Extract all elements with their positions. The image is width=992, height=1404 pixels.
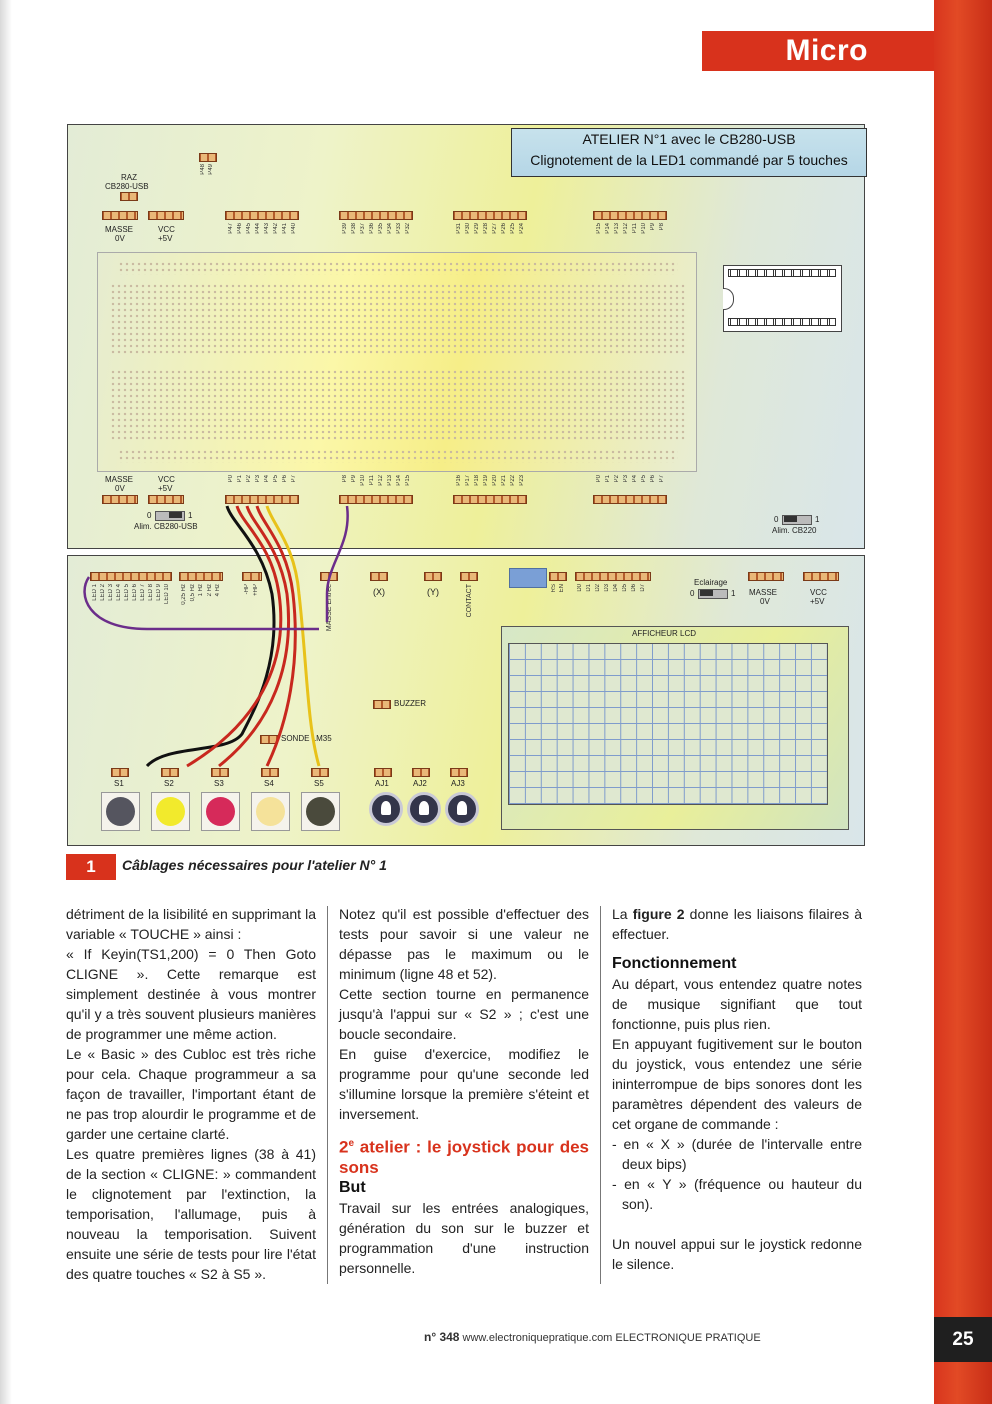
bottom-pin-label: P1 (605, 475, 611, 483)
led-label: LED 3 (108, 584, 114, 601)
bottom-pin-label: P1 (237, 475, 243, 483)
switch-label: S1 (114, 779, 124, 788)
lcd-vcc-label: VCC (810, 588, 827, 597)
footer-url: www.electroniquepratique.com (462, 1332, 613, 1344)
raz-sub-label: CB280-USB (105, 182, 149, 191)
led-label: LED 7 (140, 584, 146, 601)
pot-label: AJ3 (451, 779, 465, 788)
page-footer (424, 1330, 761, 1344)
heading-rest: atelier : le joystick pour des sons (339, 1137, 589, 1177)
pot-label: AJ1 (375, 779, 389, 788)
wires-svg (67, 124, 865, 846)
led-label: LED 4 (116, 584, 122, 601)
wire-red-1 (187, 506, 281, 766)
alim-cb220-off: 0 (774, 515, 779, 524)
top-pin-label: P44 (255, 223, 261, 234)
bottom-pin-label: P9 (351, 475, 357, 483)
bottom-pin-label: P3 (255, 475, 261, 483)
alim-cb220-on: 1 (815, 515, 820, 524)
top-pin-label: P26 (501, 223, 507, 234)
top-pin-label: P30 (465, 223, 471, 234)
lcd-data-label: D4 (613, 584, 619, 592)
lcd-masse-label: MASSE (749, 588, 778, 597)
text-column-1 (66, 904, 316, 1284)
column-separator-2 (600, 906, 601, 1284)
p49-label: P49 (208, 164, 214, 175)
freq-label: 1 Hz (198, 584, 204, 597)
col1-paragraph-4: Les quatre premières lignes (38 à 41) de la section « CLIGNE: » commandent le clignotement par l'extinction, la temporisation, l'allumage, puis à nouveau la temporisation. Suivent ensuite une série de tests pour lire l'état des quatre touches « S2 à S5 ». (66, 1146, 316, 1282)
top-pin-label: P41 (282, 223, 288, 234)
lcd-data-label: D2 (595, 584, 601, 592)
bottom-pin-label: P17 (465, 475, 471, 486)
led-label: LED 9 (156, 584, 162, 601)
col1-paragraph-2: « If Keyin(TS1,200) = 0 Then Goto CLIGNE ». Cette remarque est simplement destinée à vous montrer qu'il y a très souvent plusieurs manières de programmer une même action. (66, 946, 316, 1042)
led-label: LED 2 (100, 584, 106, 601)
lcd-data-label: D5 (622, 584, 628, 592)
lcd-data-label: D3 (604, 584, 610, 592)
wire-purple-1 (327, 506, 348, 622)
lcd-masse-sub: 0V (760, 597, 770, 606)
vcc-sub-bottom: +5V (158, 484, 173, 493)
bottom-pin-label: P19 (483, 475, 489, 486)
col2-paragraph-2: Cette section tourne en permanence jusqu'à l'appui sur « S2 » ; c'est une boucle secondaire. (339, 986, 589, 1042)
vcc-label-top: VCC (158, 225, 175, 234)
col3-paragraph-4: Un nouvel appui sur le joystick redonne le silence. (612, 1236, 862, 1272)
lcd-ctrl-label: RS (551, 584, 557, 593)
led-label: LED 1 (92, 584, 98, 601)
text-column-2 (339, 904, 589, 1278)
figure-caption: Câblages nécessaires pour l'atelier N° 1 (122, 857, 387, 873)
bottom-pin-label: P4 (264, 475, 270, 483)
bottom-pin-label: P2 (246, 475, 252, 483)
page-edge (0, 0, 12, 1404)
lcd-vcc-sub: +5V (810, 597, 825, 606)
bottom-pin-label: P22 (510, 475, 516, 486)
masse-entree-label: MASSE Entrée (326, 584, 333, 632)
top-pin-label: P15 (596, 223, 602, 234)
switch-label: S5 (314, 779, 324, 788)
top-pin-label: P27 (492, 223, 498, 234)
col2-paragraph-1: Notez qu'il est possible d'effectuer des tests pour savoir si une valeur ne dépasse pas le maximum ou le minimum (ligne 48 et 52). (339, 906, 589, 982)
lcd-data-label: D1 (586, 584, 592, 592)
top-pin-label: P39 (342, 223, 348, 234)
bottom-pin-label: P14 (396, 475, 402, 486)
bottom-pin-label: P23 (519, 475, 525, 486)
top-pin-label: P24 (519, 223, 525, 234)
bottom-pin-label: P6 (650, 475, 656, 483)
buzzer-label: BUZZER (394, 699, 426, 708)
raz-label: RAZ (121, 173, 137, 182)
top-pin-label: P28 (483, 223, 489, 234)
section-tab: Micro (702, 31, 934, 71)
wiring-figure (67, 124, 865, 846)
figure-title-line2: Clignotement de la LED1 commandé par 5 touches (530, 152, 848, 168)
bottom-pin-label: P21 (501, 475, 507, 486)
subheading-but: But (339, 1178, 366, 1196)
top-pin-label: P10 (641, 223, 647, 234)
bottom-pin-label: P10 (360, 475, 366, 486)
eclairage-on: 1 (731, 589, 736, 598)
col3-paragraph-2: Au départ, vous entendez quatre notes de musique signifiant que tout fonctionne, puis plus rien. (612, 976, 862, 1032)
top-pin-label: P25 (510, 223, 516, 234)
vcc-label-bottom: VCC (158, 475, 175, 484)
page-number: 25 (934, 1317, 992, 1362)
bottom-pin-label: P18 (474, 475, 480, 486)
masse-label-bottom: MASSE (105, 475, 134, 484)
alim-cb220-label: Alim. CB220 (772, 526, 817, 535)
bottom-pin-label: P12 (378, 475, 384, 486)
col3-p1-pre: La (612, 906, 633, 922)
bottom-pin-label: P15 (405, 475, 411, 486)
figure-2-ref: figure 2 (632, 906, 685, 922)
bottom-pin-label: P7 (659, 475, 665, 483)
lcd-ctrl-label: EN (559, 584, 565, 593)
top-pin-label: P47 (228, 223, 234, 234)
figure-number: 1 (66, 854, 116, 880)
top-pin-label: P45 (246, 223, 252, 234)
text-column-3 (612, 904, 862, 1274)
bottom-pin-label: P16 (456, 475, 462, 486)
col3-list-item-1: - en « X » (durée de l'intervalle entre deux bips) (612, 1136, 862, 1172)
top-pin-label: P32 (405, 223, 411, 234)
bottom-pin-label: P0 (228, 475, 234, 483)
lcd-data-label: D0 (577, 584, 583, 592)
top-pin-label: P29 (474, 223, 480, 234)
top-pin-label: P14 (605, 223, 611, 234)
col3-list-item-2: - en « Y » (fréquence ou hauteur du son). (612, 1176, 862, 1212)
hp-label: +HP (253, 584, 259, 596)
column-separator-1 (327, 906, 328, 1284)
led-label: LED 6 (132, 584, 138, 601)
col3-p1-post: donne les liaisons filaires à effectuer. (612, 906, 862, 942)
heading-sup: e (348, 1138, 355, 1149)
bottom-pin-label: P0 (596, 475, 602, 483)
bottom-pin-label: P3 (623, 475, 629, 483)
p48-label: P48 (200, 164, 206, 175)
vcc-sub-top: +5V (158, 234, 173, 243)
figure-title-line1: ATELIER N°1 avec le CB280-USB (582, 131, 796, 147)
lcd-data-label: D7 (640, 584, 646, 592)
top-pin-label: P11 (632, 223, 638, 234)
switch-label: S4 (264, 779, 274, 788)
col2-paragraph-4: Travail sur les entrées analogiques, génération du son sur le buzzer et programmation d'une instruction personnelle. (339, 1199, 589, 1276)
masse-label-top: MASSE (105, 225, 134, 234)
bottom-pin-label: P2 (614, 475, 620, 483)
top-pin-label: P42 (273, 223, 279, 234)
bottom-pin-label: P5 (641, 475, 647, 483)
led-label: LED 8 (148, 584, 154, 601)
col1-paragraph-3: Le « Basic » des Cubloc est très riche pour cela. Chaque programmeur a sa façon de travailler, l'important étant de ne pas trop alourdir le programme et de garder une certaine clarté. (66, 1046, 316, 1142)
top-pin-label: P8 (659, 223, 665, 231)
led-label: LED 5 (124, 584, 130, 601)
col2-paragraph-3: En guise d'exercice, modifiez le programme pour qu'une seconde led s'illumine lorsque la première s'éteint et inversement. (339, 1046, 589, 1122)
contact-label: CONTACT (466, 584, 473, 618)
top-pin-label: P13 (614, 223, 620, 234)
freq-label: 4 Hz (215, 584, 221, 597)
alim-usb-on: 1 (188, 511, 193, 520)
col3-paragraph-3: En appuyant fugitivement sur le bouton du joystick, vous entendez une série ininterrompue de bips sonores dont les paramètres dépendent des valeurs de cet organe de commande : (612, 1036, 862, 1132)
sonde-label: SONDE LM35 (281, 734, 332, 743)
masse-sub-top: 0V (115, 234, 125, 243)
footer-magazine: ELECTRONIQUE PRATIQUE (615, 1332, 761, 1344)
top-pin-label: P37 (360, 223, 366, 234)
top-pin-label: P38 (351, 223, 357, 234)
bottom-pin-label: P6 (282, 475, 288, 483)
top-pin-label: P43 (264, 223, 270, 234)
switch-label: S2 (164, 779, 174, 788)
freq-label: 2 Hz (206, 584, 213, 597)
switch-label: S3 (214, 779, 224, 788)
bottom-pin-label: P20 (492, 475, 498, 486)
masse-sub-bottom: 0V (115, 484, 125, 493)
lcd-data-label: D6 (631, 584, 637, 592)
section-heading-atelier-2 (339, 1134, 589, 1178)
top-pin-label: P31 (456, 223, 462, 234)
pot-label: AJ2 (413, 779, 427, 788)
top-pin-label: P9 (650, 223, 656, 231)
col3-paragraph-1 (612, 904, 862, 944)
bottom-pin-label: P13 (387, 475, 393, 486)
y-label: (Y) (427, 587, 439, 597)
freq-label: 0,25 Hz (181, 584, 187, 605)
x-label: (X) (373, 587, 385, 597)
bottom-pin-label: P8 (342, 475, 348, 483)
eclairage-off: 0 (690, 589, 695, 598)
right-color-bar (934, 0, 992, 1404)
lcd-title: AFFICHEUR LCD (632, 629, 697, 638)
footer-issue: n° 348 (424, 1330, 460, 1344)
top-pin-label: P35 (378, 223, 384, 234)
top-pin-label: P33 (396, 223, 402, 234)
hp-label: -HP (244, 584, 250, 595)
col1-paragraph-1: détriment de la lisibilité en supprimant la variable « TOUCHE » ainsi : (66, 906, 316, 942)
top-pin-label: P36 (369, 223, 375, 234)
top-pin-label: P40 (291, 223, 297, 234)
heading-fonctionnement: Fonctionnement (612, 955, 737, 972)
heading-num: 2 (339, 1137, 349, 1157)
freq-label: 0,5 Hz (189, 584, 196, 602)
alim-usb-label: Alim. CB280-USB (134, 522, 198, 531)
alim-usb-off: 0 (147, 511, 152, 520)
eclairage-label: Eclairage (694, 578, 728, 587)
top-pin-label: P12 (623, 223, 629, 234)
top-pin-label: P46 (237, 223, 243, 234)
bottom-pin-label: P11 (369, 475, 375, 486)
top-pin-label: P34 (387, 223, 393, 234)
led-label: LED 10 (164, 584, 170, 605)
bottom-pin-label: P4 (632, 475, 638, 483)
bottom-pin-label: P5 (273, 475, 279, 483)
bottom-pin-label: P7 (291, 475, 297, 483)
